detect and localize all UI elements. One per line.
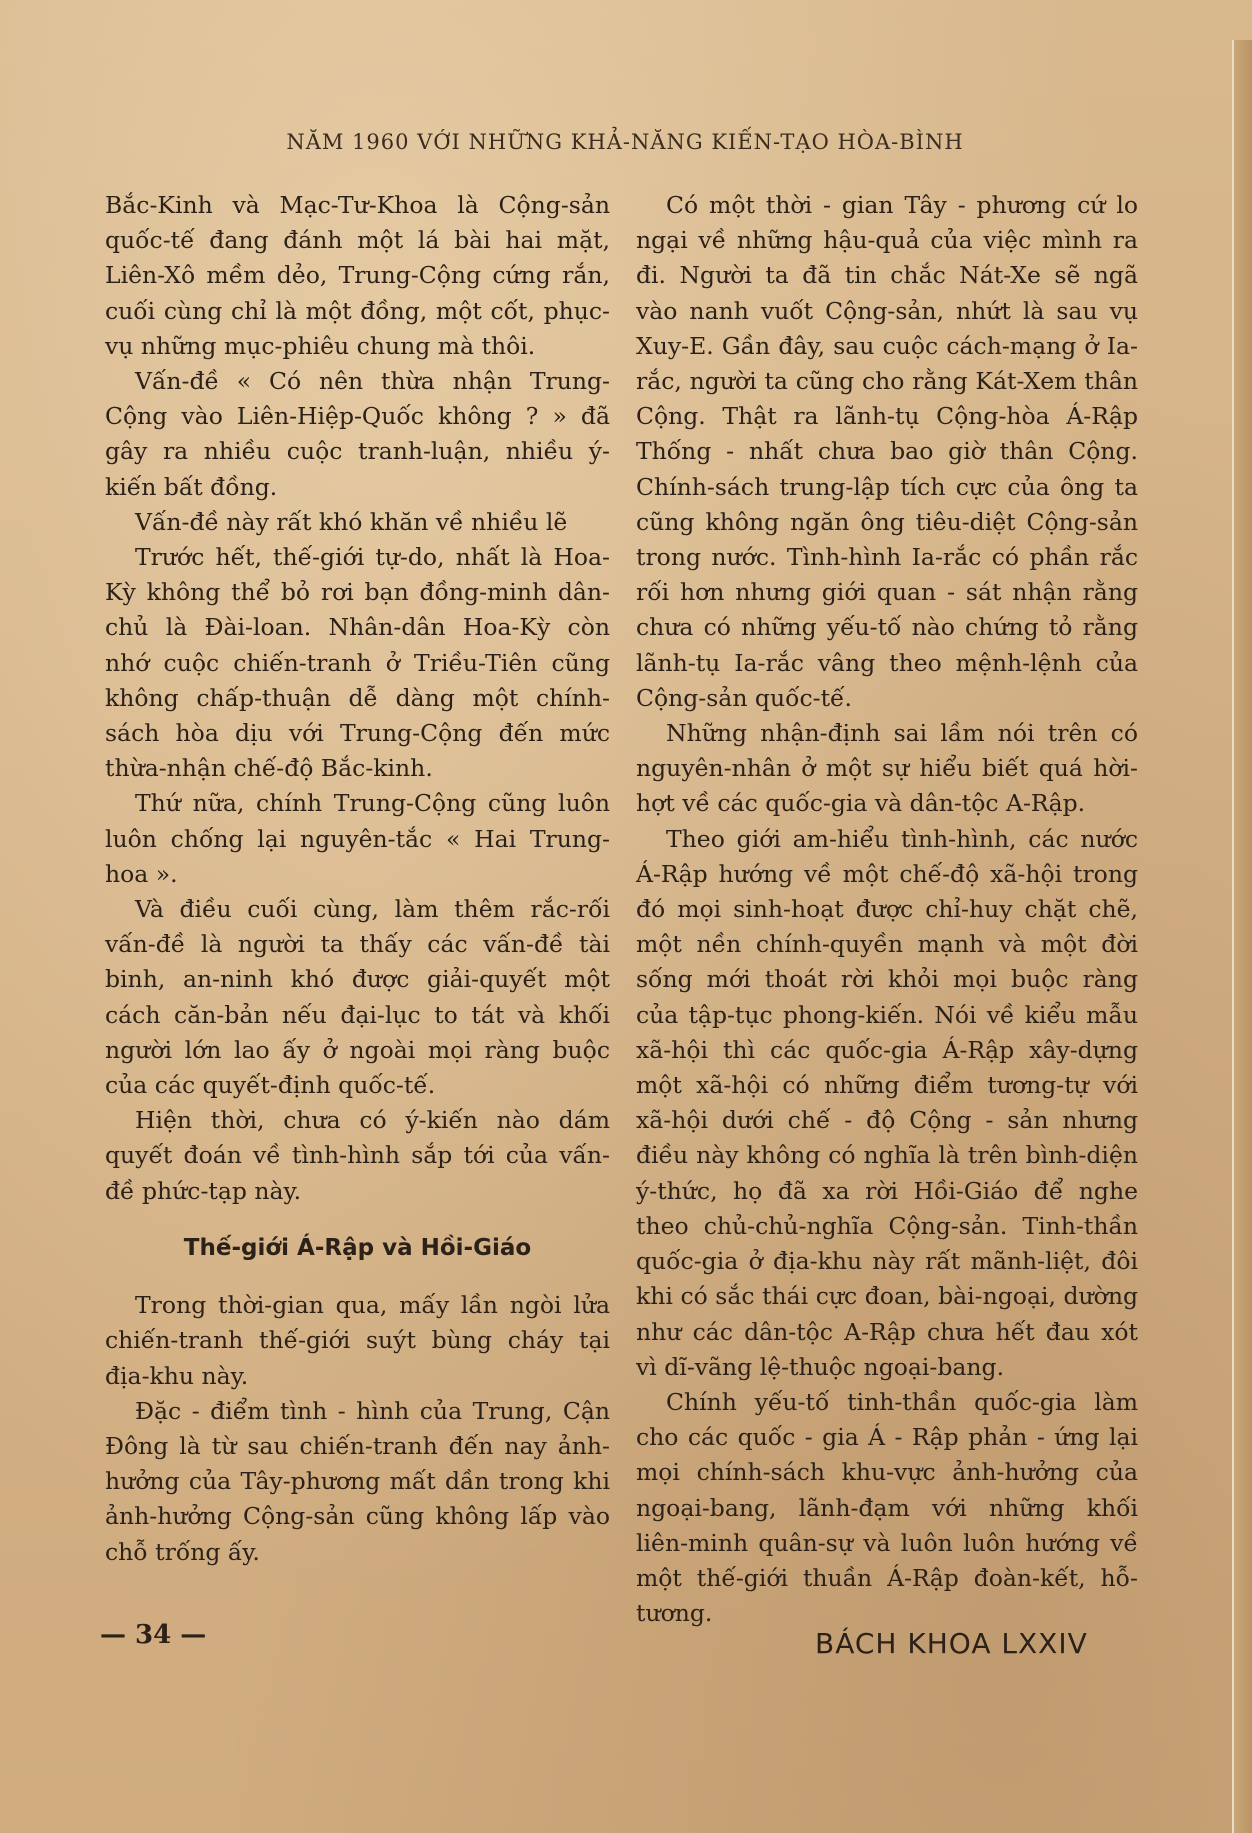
left-column [105, 188, 610, 1570]
page-edge [1232, 40, 1252, 1833]
paragraph: Vấn-đề này rất khó khăn về nhiều lẽ [135, 507, 568, 536]
paragraph: Vấn-đề « Có nên thừa nhận Trung-Cộng vào Liên-Hiệp-Quốc không ? » đã gây ra nhiều cuộc tranh-luận, nhiều ý-kiến bất đồng. [105, 367, 610, 501]
journal-name: BÁCH KHOA LXXIV [815, 1627, 1088, 1660]
paragraph: Bắc-Kinh và Mạc-Tư-Khoa là Cộng-sản quốc-tế đang đánh một lá bài hai mặt, Liên-Xô mềm dẻo, Trung-Cộng cứng rắn, cuối cùng chỉ là một đồng, một cốt, phục-vụ những mục-phiêu chung mà thôi. [105, 191, 610, 360]
paragraph: Và điều cuối cùng, làm thêm rắc-rối vấn-đề là người ta thấy các vấn-đề tài binh, an-ninh khó được giải-quyết một cách căn-bản nếu đại-lục to tát và khối người lớn lao ấy ở ngoài mọi ràng buộc của các quyết-định quốc-tế. [105, 895, 610, 1100]
paragraph: Trong thời-gian qua, mấy lần ngòi lửa chiến-tranh thế-giới suýt bùng cháy tại địa-khu này. [105, 1291, 610, 1390]
paragraph: Có một thời - gian Tây - phương cứ lo ngại về những hậu-quả của việc mình ra đi. Người ta đã tin chắc Nát-Xe sẽ ngã vào nanh vuốt Cộng-sản, nhứt là sau vụ Xuy-E. Gần đây, sau cuộc cách-mạng ở Ia-rắc, người ta cũng cho rằng Kát-Xem thân Cộng. Thật ra lãnh-tụ Cộng-hòa Á-Rập Thống - nhất chưa bao giờ thân Cộng. Chính-sách trung-lập tích cực của ông ta cũng không ngăn ông tiêu-diệt Cộng-sản trong nước. Tình-hình Ia-rắc có phần rắc rối hơn nhưng giới quan - sát nhận rằng chưa có những yếu-tố nào chứng tỏ rằng lãnh-tụ Ia-rắc vâng theo mệnh-lệnh của Cộng-sản quốc-tế. [636, 191, 1138, 712]
paragraph: Chính yếu-tố tinh-thần quốc-gia làm cho các quốc - gia Á - Rập phản - ứng lại mọi chính-sách khu-vực ảnh-hưởng của ngoại-bang, lãnh-đạm với những khối liên-minh quân-sự và luôn luôn hướng về một thế-giới thuần Á-Rập đoàn-kết, hỗ-tương. [636, 1387, 1138, 1628]
paragraph: Thứ nữa, chính Trung-Cộng cũng luôn luôn chống lại nguyên-tắc « Hai Trung-hoa ». [105, 789, 610, 888]
paragraph: Những nhận-định sai lầm nói trên có nguyên-nhân ở một sự hiểu biết quá hời-hợt về các quốc-gia và dân-tộc A-Rập. [636, 719, 1138, 818]
paragraph: Hiện thời, chưa có ý-kiến nào dám quyết đoán về tình-hình sắp tới của vấn-đề phức-tạp này. [105, 1106, 610, 1205]
paragraph: Trước hết, thế-giới tự-do, nhất là Hoa-Kỳ không thể bỏ rơi bạn đồng-minh dân-chủ là Đài-loan. Nhân-dân Hoa-Kỳ còn nhớ cuộc chiến-tranh ở Triều-Tiên cũng không chấp-thuận dễ dàng một chính-sách hòa dịu với Trung-Cộng đến mức thừa-nhận chế-độ Bắc-kinh. [105, 543, 610, 783]
running-title: NĂM 1960 VỚI NHỮNG KHẢ-NĂNG KIẾN-TẠO HÒA-BÌNH [286, 130, 964, 154]
page-number: — 34 — [100, 1620, 207, 1650]
section-title: Thế-giới Á-Rập và Hồi-Giáo [183, 1234, 532, 1261]
paragraph: Đặc - điểm tình - hình của Trung, Cận Đông là từ sau chiến-tranh đến nay ảnh-hưởng của Tây-phương mất dần trong khi ảnh-hưởng Cộng-sản cũng không lấp vào chỗ trống ấy. [105, 1396, 610, 1566]
right-column [636, 188, 1138, 1631]
paragraph: Theo giới am-hiểu tình-hình, các nước Á-Rập hướng về một chế-độ xã-hội trong đó mọi sinh-hoạt được chỉ-huy chặt chẽ, một nền chính-quyền mạnh và một đời sống mới thoát rời khỏi mọi buộc ràng của tập-tục phong-kiến. Nói về kiểu mẫu xã-hội thì các quốc-gia Á-Rập xây-dựng một xã-hội có những điểm tương-tự với xã-hội dưới chế - độ Cộng - sản nhưng điều này không có nghĩa là trên bình-diện ý-thức, họ đã xa rời Hồi-Giáo để nghe theo chủ-chủ-nghĩa Cộng-sản. Tinh-thần quốc-gia ở địa-khu này rất mãnh-liệt, đôi khi có sắc thái cực đoan, bài-ngoại, dường như các dân-tộc A-Rập chưa hết đau xót vì dĩ-vãng lệ-thuộc ngoại-bang. [636, 824, 1138, 1381]
